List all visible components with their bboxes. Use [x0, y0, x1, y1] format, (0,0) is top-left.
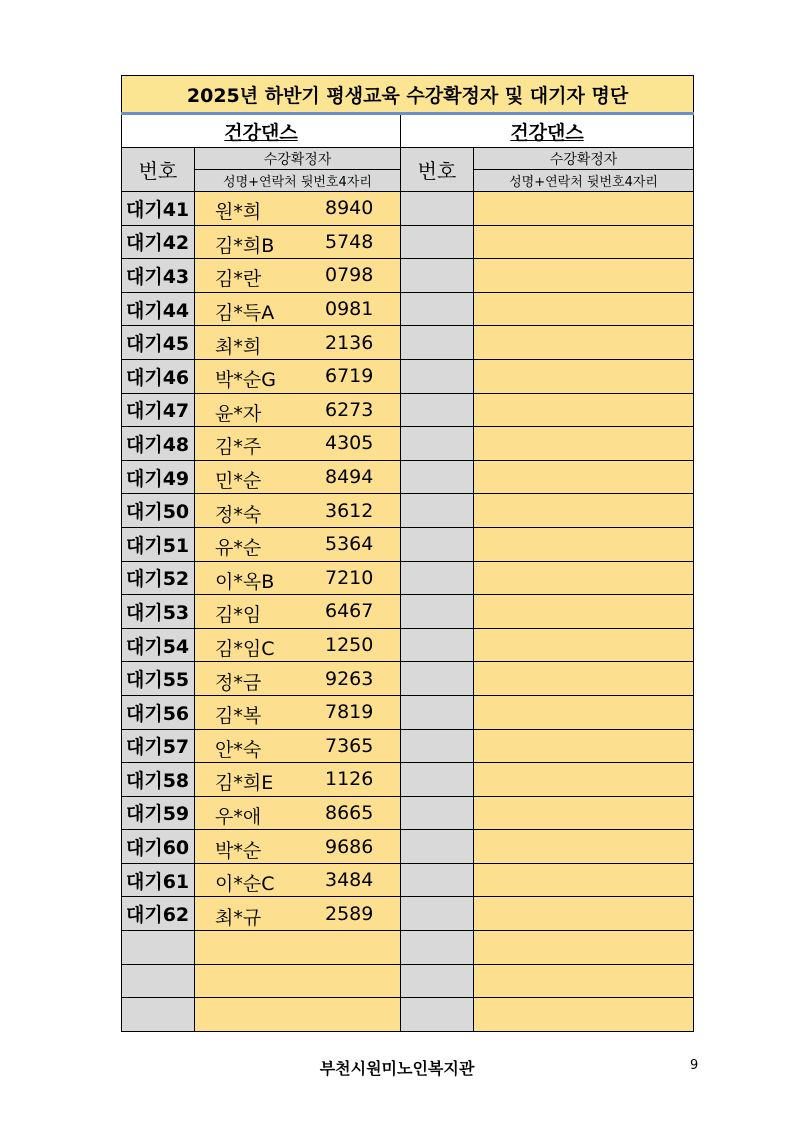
entry-phone-suffix: 8665: [325, 801, 374, 824]
right-row-entry: [474, 763, 694, 797]
right-row-entry: [474, 326, 694, 360]
left-row-entry: [195, 998, 401, 1032]
right-row-entry: [474, 192, 694, 226]
right-row-number: [401, 292, 474, 326]
left-row-number: 대기50: [122, 494, 195, 528]
entry-phone-suffix: 5364: [325, 533, 374, 556]
table-row: [122, 897, 694, 931]
entry-name: 유*순: [215, 537, 262, 560]
entry-phone-suffix: 6719: [325, 365, 374, 388]
footer-organization: 부천시원미노인복지관: [319, 1059, 475, 1078]
right-row-entry: [474, 460, 694, 494]
right-row-number: [401, 863, 474, 897]
left-row-entry: [195, 527, 401, 561]
right-row-number: [401, 897, 474, 931]
table-row: [122, 662, 694, 696]
entry-phone-suffix: 1126: [325, 768, 374, 791]
entry-phone-suffix: 7365: [325, 734, 374, 757]
right-row-entry: [474, 494, 694, 528]
right-row-entry: [474, 830, 694, 864]
right-row-number: [401, 695, 474, 729]
left-row-number: 대기58: [122, 763, 195, 797]
right-row-number: [401, 830, 474, 864]
table-row: [122, 393, 694, 427]
right-row-entry: [474, 729, 694, 763]
roster-table: [121, 75, 694, 1032]
entry-phone-suffix: 8494: [325, 466, 374, 489]
entry-name: 박*순G: [215, 369, 276, 392]
left-row-entry: [195, 931, 401, 965]
table-row: [122, 695, 694, 729]
left-row-number: 대기54: [122, 628, 195, 662]
entry-phone-suffix: 9686: [325, 835, 374, 858]
right-row-entry: [474, 393, 694, 427]
table-row: [122, 964, 694, 998]
right-row-number: [401, 494, 474, 528]
left-row-number: 대기47: [122, 393, 195, 427]
right-row-number: [401, 326, 474, 360]
left-row-number: 대기59: [122, 796, 195, 830]
entry-phone-suffix: 6467: [325, 600, 374, 623]
right-row-number: [401, 998, 474, 1032]
left-row-number: [122, 998, 195, 1032]
table-row: [122, 527, 694, 561]
right-row-number: [401, 359, 474, 393]
right-row-number: [401, 393, 474, 427]
entry-name: 민*순: [215, 470, 262, 493]
left-row-entry: [195, 863, 401, 897]
entry-name: 정*금: [215, 671, 262, 694]
right-row-number: [401, 763, 474, 797]
left-row-entry: [195, 192, 401, 226]
table-row: [122, 931, 694, 965]
right-row-number: [401, 662, 474, 696]
right-row-number: [401, 729, 474, 763]
table-row: [122, 998, 694, 1032]
entry-name: 김*희E: [215, 772, 274, 795]
left-row-entry: [195, 830, 401, 864]
entry-name: 김*임C: [215, 638, 275, 661]
left-row-number: 대기41: [122, 192, 195, 226]
table-row: [122, 259, 694, 293]
entry-name: 이*옥B: [215, 570, 275, 593]
entry-name: 박*순: [215, 839, 262, 862]
entry-name: 이*순C: [215, 873, 275, 896]
left-row-number: 대기52: [122, 561, 195, 595]
right-row-entry: [474, 527, 694, 561]
entry-name: 최*규: [215, 906, 262, 929]
right-sub-header: 성명+연락처 뒷번호4자리: [474, 170, 694, 192]
right-row-entry: [474, 998, 694, 1032]
right-row-number: [401, 460, 474, 494]
table-row: [122, 729, 694, 763]
right-row-entry: [474, 427, 694, 461]
right-row-entry: [474, 931, 694, 965]
left-row-entry: [195, 494, 401, 528]
left-row-entry: [195, 561, 401, 595]
entry-name: 김*주: [215, 436, 262, 459]
right-row-entry: [474, 662, 694, 696]
left-row-number: 대기51: [122, 527, 195, 561]
entry-name: 김*희B: [215, 234, 275, 257]
right-row-entry: [474, 561, 694, 595]
right-row-entry: [474, 863, 694, 897]
left-row-entry: [195, 326, 401, 360]
entry-phone-suffix: 7210: [325, 566, 374, 589]
right-row-entry: [474, 796, 694, 830]
left-row-number: 대기55: [122, 662, 195, 696]
right-num-header: 번호: [401, 148, 474, 192]
right-section-title: 건강댄스: [401, 114, 694, 148]
right-row-number: [401, 561, 474, 595]
right-row-entry: [474, 628, 694, 662]
left-row-entry: [195, 796, 401, 830]
left-sub-header: 성명+연락처 뒷번호4자리: [195, 170, 401, 192]
entry-name: 정*숙: [215, 503, 262, 526]
entry-phone-suffix: 4305: [325, 432, 374, 455]
left-row-entry: [195, 595, 401, 629]
entry-phone-suffix: 5748: [325, 230, 374, 253]
right-row-number: [401, 192, 474, 226]
right-row-number: [401, 931, 474, 965]
table-row: [122, 494, 694, 528]
entry-phone-suffix: 3484: [325, 869, 374, 892]
left-num-header: 번호: [122, 148, 195, 192]
entry-phone-suffix: 2589: [325, 902, 374, 925]
left-row-entry: [195, 729, 401, 763]
left-row-entry: [195, 225, 401, 259]
left-row-entry: [195, 763, 401, 797]
table-row: [122, 427, 694, 461]
right-row-entry: [474, 897, 694, 931]
left-row-entry: [195, 695, 401, 729]
left-row-number: 대기46: [122, 359, 195, 393]
table-row: [122, 561, 694, 595]
entry-phone-suffix: 0981: [325, 298, 374, 321]
left-row-number: 대기57: [122, 729, 195, 763]
table-row: [122, 830, 694, 864]
table-row: [122, 192, 694, 226]
left-row-entry: [195, 662, 401, 696]
left-row-number: [122, 964, 195, 998]
entry-name: 원*희: [215, 201, 262, 224]
right-row-number: [401, 259, 474, 293]
table-row: [122, 359, 694, 393]
left-row-number: 대기53: [122, 595, 195, 629]
left-row-entry: [195, 259, 401, 293]
entry-name: 안*숙: [215, 738, 262, 761]
roster-sheet: [121, 75, 693, 1032]
right-row-entry: [474, 259, 694, 293]
left-row-number: 대기48: [122, 427, 195, 461]
right-row-number: [401, 595, 474, 629]
right-row-number: [401, 628, 474, 662]
entry-phone-suffix: 0798: [325, 264, 374, 287]
right-row-number: [401, 796, 474, 830]
entry-phone-suffix: 1250: [325, 634, 374, 657]
table-row: [122, 460, 694, 494]
left-row-number: 대기45: [122, 326, 195, 360]
entry-name: 우*애: [215, 805, 262, 828]
left-row-entry: [195, 897, 401, 931]
left-row-number: 대기42: [122, 225, 195, 259]
right-row-number: [401, 527, 474, 561]
left-row-number: 대기49: [122, 460, 195, 494]
entry-name: 윤*자: [215, 402, 262, 425]
table-row: [122, 763, 694, 797]
table-row: [122, 292, 694, 326]
document-title: 2025년 하반기 평생교육 수강확정자 및 대기자 명단: [122, 76, 694, 114]
table-row: [122, 326, 694, 360]
right-row-entry: [474, 595, 694, 629]
table-row: [122, 796, 694, 830]
left-row-number: 대기61: [122, 863, 195, 897]
left-row-number: 대기62: [122, 897, 195, 931]
left-row-number: 대기56: [122, 695, 195, 729]
left-group-header: 수강확정자: [195, 148, 401, 170]
left-row-entry: [195, 292, 401, 326]
left-row-number: 대기43: [122, 259, 195, 293]
entry-phone-suffix: 2136: [325, 331, 374, 354]
table-row: [122, 628, 694, 662]
right-row-number: [401, 427, 474, 461]
entry-name: 김*득A: [215, 302, 275, 325]
table-row: [122, 225, 694, 259]
right-row-entry: [474, 225, 694, 259]
left-row-number: 대기60: [122, 830, 195, 864]
left-section-title: 건강댄스: [122, 114, 401, 148]
right-row-number: [401, 225, 474, 259]
left-row-entry: [195, 427, 401, 461]
left-row-entry: [195, 393, 401, 427]
entry-phone-suffix: 9263: [325, 667, 374, 690]
right-row-number: [401, 964, 474, 998]
entry-phone-suffix: 6273: [325, 398, 374, 421]
right-row-entry: [474, 964, 694, 998]
entry-name: 김*복: [215, 705, 262, 728]
table-row: [122, 595, 694, 629]
right-group-header: 수강확정자: [474, 148, 694, 170]
right-row-entry: [474, 695, 694, 729]
entry-name: 최*희: [215, 335, 262, 358]
entry-name: 김*란: [215, 268, 262, 291]
left-row-entry: [195, 964, 401, 998]
page-number: 9: [690, 1058, 699, 1073]
entry-name: 김*임: [215, 604, 262, 627]
entry-phone-suffix: 7819: [325, 701, 374, 724]
left-row-entry: [195, 628, 401, 662]
right-row-entry: [474, 292, 694, 326]
entry-phone-suffix: 3612: [325, 499, 374, 522]
right-row-entry: [474, 359, 694, 393]
entry-phone-suffix: 8940: [325, 197, 374, 220]
left-row-number: [122, 931, 195, 965]
table-row: [122, 863, 694, 897]
left-row-entry: [195, 359, 401, 393]
left-row-entry: [195, 460, 401, 494]
left-row-number: 대기44: [122, 292, 195, 326]
